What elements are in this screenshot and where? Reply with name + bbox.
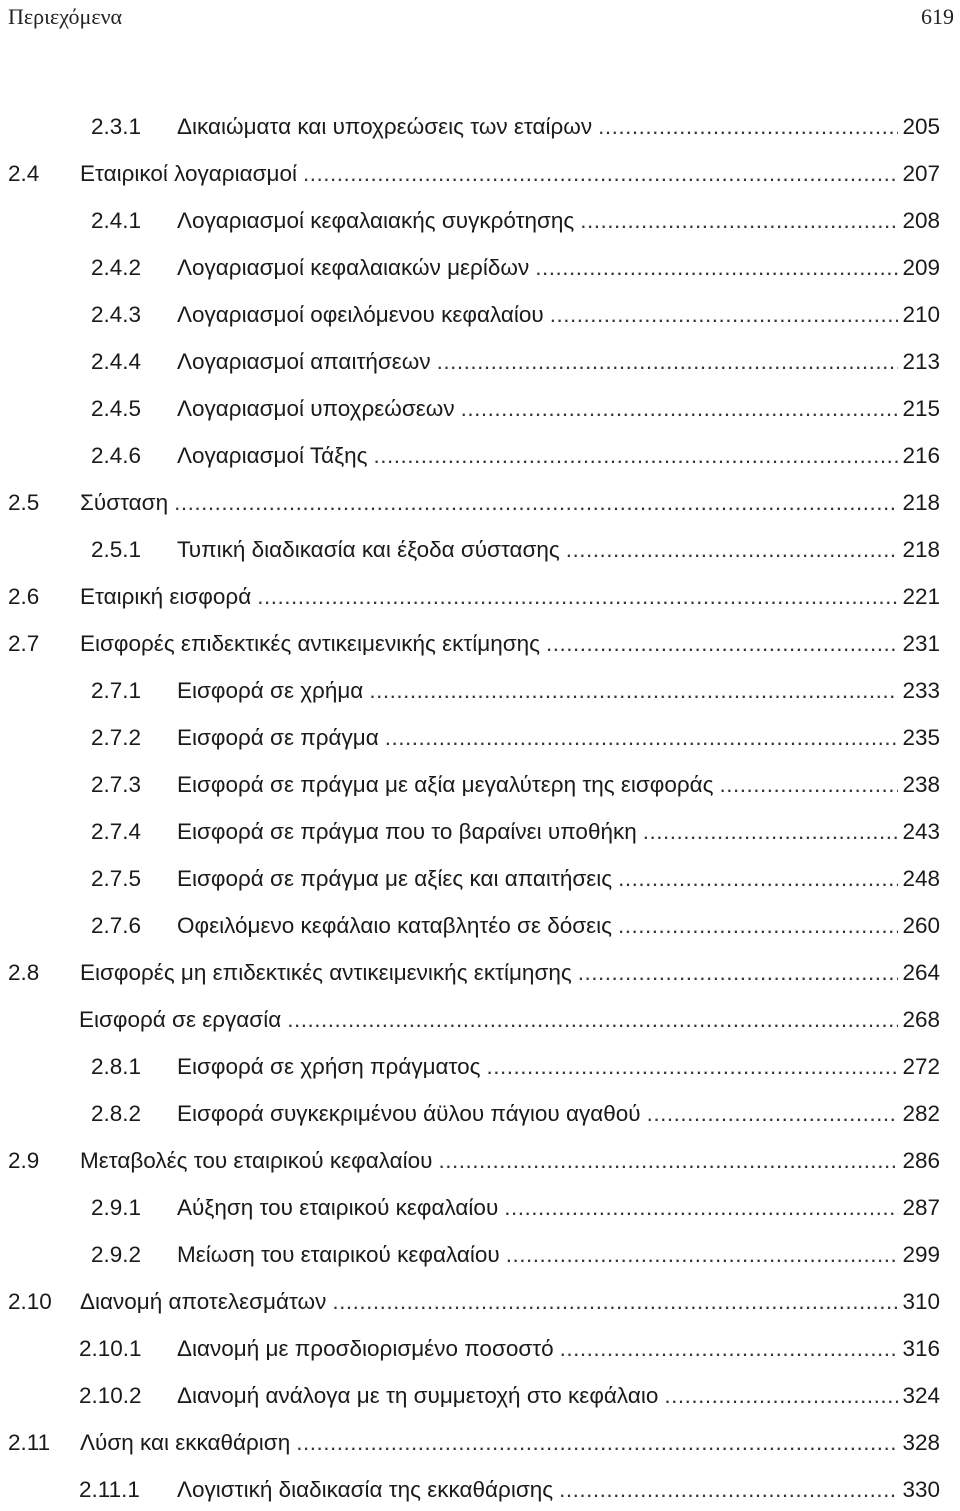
- entry-title: Εισφορά σε πράγμα που το βαραίνει υποθήκη: [177, 819, 637, 844]
- toc-entry[interactable]: [8, 1430, 940, 1464]
- entry-number: 2.7.5: [91, 866, 142, 891]
- entry-title: Εισφορά σε πράγμα: [177, 725, 379, 750]
- entry-title: Λογιστική διαδικασία της εκκαθάρισης: [177, 1477, 554, 1502]
- toc-entry[interactable]: [91, 913, 940, 947]
- toc-entry[interactable]: [79, 1477, 940, 1511]
- dot-leader: [374, 443, 899, 469]
- toc-entry[interactable]: [91, 208, 940, 242]
- toc-entry[interactable]: [91, 255, 940, 289]
- entry-title: Οφειλόμενο κεφάλαιο καταβλητέο σε δόσεις: [177, 913, 613, 938]
- dot-leader: [385, 725, 899, 751]
- entry-number: 2.4: [8, 161, 40, 186]
- entry-number: 2.11.1: [79, 1477, 140, 1502]
- toc-entry[interactable]: [91, 302, 940, 336]
- toc-entry[interactable]: [8, 161, 940, 195]
- entry-page: 299: [902, 1242, 940, 1267]
- entry-page: 216: [902, 443, 940, 468]
- dot-leader: [647, 1101, 899, 1127]
- entry-page: 243: [902, 819, 940, 844]
- entry-page: 207: [902, 161, 940, 186]
- toc-entry[interactable]: [91, 396, 940, 430]
- dot-leader: [598, 114, 898, 140]
- dot-leader: [578, 960, 899, 986]
- entry-page: 248: [902, 866, 940, 891]
- entry-title: Μείωση του εταιρικού κεφαλαίου: [177, 1242, 500, 1267]
- entry-page: 316: [902, 1336, 940, 1361]
- entry-title: Λογαριασμοί οφειλόμενου κεφαλαίου: [177, 302, 544, 327]
- toc-entry[interactable]: [91, 772, 940, 806]
- toc-entry[interactable]: [8, 1289, 940, 1323]
- toc-entry[interactable]: [91, 725, 940, 759]
- entry-page: 218: [902, 490, 940, 515]
- dot-leader: [257, 584, 898, 610]
- entry-page: 210: [902, 302, 940, 327]
- toc-entry[interactable]: [91, 819, 940, 853]
- toc-entry[interactable]: [79, 1383, 940, 1417]
- entry-title: Εισφορές μη επιδεκτικές αντικειμενικής εκτίμησης: [80, 960, 572, 985]
- toc-entry[interactable]: [8, 490, 940, 524]
- toc-entry[interactable]: [91, 678, 940, 712]
- dot-leader: [546, 631, 898, 657]
- entry-title: Διανομή με προσδιορισμένο ποσοστό: [177, 1336, 554, 1361]
- entry-page: 218: [902, 537, 940, 562]
- toc-entry[interactable]: [91, 443, 940, 477]
- entry-number: 2.7.6: [91, 913, 142, 938]
- entry-number: 2.8: [8, 960, 40, 985]
- toc-entry[interactable]: [91, 537, 940, 571]
- entry-page: 205: [902, 114, 940, 139]
- dot-leader: [535, 255, 898, 281]
- entry-title: Διανομή ανάλογα με τη συμμετοχή στο κεφάλαιο: [177, 1383, 659, 1408]
- entry-number: 2.9.2: [91, 1242, 142, 1267]
- entry-number: 2.4.3: [91, 302, 142, 327]
- dot-leader: [550, 302, 899, 328]
- entry-number: 2.4.1: [91, 208, 142, 233]
- dot-leader: [369, 678, 898, 704]
- dot-leader: [504, 1195, 898, 1221]
- toc-entry[interactable]: [91, 349, 940, 383]
- entry-number: 2.8.1: [91, 1054, 142, 1079]
- entry-title: Λογαριασμοί κεφαλαιακών μερίδων: [177, 255, 530, 280]
- entry-title: Σύσταση: [80, 490, 169, 515]
- entry-number: 2.8.2: [91, 1101, 142, 1126]
- entry-number: 2.7.2: [91, 725, 142, 750]
- toc-entry[interactable]: [91, 114, 940, 148]
- page-header: [0, 0, 960, 36]
- dot-leader: [618, 913, 898, 939]
- entry-page: 324: [902, 1383, 940, 1408]
- toc-entry[interactable]: [79, 1007, 940, 1041]
- entry-number: 2.7: [8, 631, 40, 656]
- toc-entry[interactable]: [8, 1148, 940, 1182]
- entry-page: 282: [902, 1101, 940, 1126]
- entry-title: Λογαριασμοί υποχρεώσεων: [177, 396, 455, 421]
- dot-leader: [303, 161, 898, 187]
- entry-page: 268: [902, 1007, 940, 1032]
- toc-entry[interactable]: [91, 1242, 940, 1276]
- entry-page: 238: [902, 772, 940, 797]
- entry-title: Λογαριασμοί απαιτήσεων: [177, 349, 431, 374]
- entry-title: Τυπική διαδικασία και έξοδα σύστασης: [177, 537, 560, 562]
- entry-title: Διανομή αποτελεσμάτων: [80, 1289, 327, 1314]
- entry-title: Εισφορά σε χρήμα: [177, 678, 364, 703]
- dot-leader: [486, 1054, 898, 1080]
- entry-number: 2.4.4: [91, 349, 142, 374]
- entry-page: 260: [902, 913, 940, 938]
- entry-number: 2.7.1: [91, 678, 142, 703]
- dot-leader: [720, 772, 899, 798]
- dot-leader: [438, 1148, 898, 1174]
- entry-number: 2.4.2: [91, 255, 142, 280]
- toc-entry[interactable]: [91, 866, 940, 900]
- dot-leader: [287, 1007, 898, 1033]
- entry-title: Αύξηση του εταιρικού κεφαλαίου: [177, 1195, 499, 1220]
- entry-page: 235: [902, 725, 940, 750]
- dot-leader: [643, 819, 899, 845]
- entry-page: 272: [902, 1054, 940, 1079]
- toc-entry[interactable]: [8, 631, 940, 665]
- entry-page: 208: [902, 208, 940, 233]
- running-title: Περιεχόμενα: [8, 4, 123, 29]
- entry-title: Δικαιώματα και υποχρεώσεις των εταίρων: [177, 114, 593, 139]
- entry-number: 2.10: [8, 1289, 52, 1314]
- dot-leader: [296, 1430, 898, 1456]
- dot-leader: [560, 1336, 899, 1362]
- toc-entry[interactable]: [79, 1336, 940, 1370]
- dot-leader: [332, 1289, 898, 1315]
- dot-leader: [461, 396, 899, 422]
- entry-page: 310: [902, 1289, 940, 1314]
- entry-number: 2.11: [8, 1430, 51, 1455]
- entry-title: Λογαριασμοί Τάξης: [177, 443, 368, 468]
- entry-number: 2.4.5: [91, 396, 142, 421]
- entry-title: Εισφορά σε εργασία: [79, 1007, 282, 1032]
- entry-number: 2.9.1: [91, 1195, 142, 1220]
- entry-page: 233: [902, 678, 940, 703]
- entry-title: Εταιρικοί λογαριασμοί: [80, 161, 297, 186]
- entry-page: 221: [902, 584, 940, 609]
- toc-entry[interactable]: [91, 1101, 940, 1135]
- toc-entry[interactable]: [8, 960, 940, 994]
- dot-leader: [437, 349, 899, 375]
- entry-title: Εισφορά σε πράγμα με αξίες και απαιτήσεις: [177, 866, 613, 891]
- entry-number: 2.7.3: [91, 772, 142, 797]
- dot-leader: [580, 208, 898, 234]
- entry-title: Εισφορά σε πράγμα με αξία μεγαλύτερη της εισφοράς: [177, 772, 714, 797]
- entry-number: 2.10.1: [79, 1336, 142, 1361]
- entry-title: Εισφορά σε χρήση πράγματος: [177, 1054, 481, 1079]
- page-number: 619: [921, 4, 954, 29]
- entry-title: Εισφορά συγκεκριμένου άϋλου πάγιου αγαθού: [177, 1101, 641, 1126]
- entry-page: 213: [902, 349, 940, 374]
- entry-title: Μεταβολές του εταιρικού κεφαλαίου: [80, 1148, 433, 1173]
- toc-entry[interactable]: [8, 584, 940, 618]
- entry-page: 286: [902, 1148, 940, 1173]
- entry-title: Λογαριασμοί κεφαλαιακής συγκρότησης: [177, 208, 575, 233]
- dot-leader: [506, 1242, 899, 1268]
- entry-number: 2.9: [8, 1148, 40, 1173]
- dot-leader: [566, 537, 899, 563]
- entry-page: 328: [902, 1430, 940, 1455]
- dot-leader: [664, 1383, 898, 1409]
- entry-page: 330: [902, 1477, 940, 1502]
- entry-page: 209: [902, 255, 940, 280]
- entry-page: 264: [902, 960, 940, 985]
- toc-entry[interactable]: [91, 1195, 940, 1229]
- entry-number: 2.5: [8, 490, 40, 515]
- entry-number: 2.10.2: [79, 1383, 142, 1408]
- entry-title: Λύση και εκκαθάριση: [80, 1430, 291, 1455]
- entry-number: 2.4.6: [91, 443, 142, 468]
- entry-title: Εισφορές επιδεκτικές αντικειμενικής εκτίμησης: [80, 631, 540, 656]
- dot-leader: [174, 490, 898, 516]
- entry-page: 287: [902, 1195, 940, 1220]
- entry-number: 2.6: [8, 584, 40, 609]
- entry-number: 2.7.4: [91, 819, 142, 844]
- entry-title: Εταιρική εισφορά: [80, 584, 252, 609]
- toc-entry[interactable]: [91, 1054, 940, 1088]
- entry-page: 215: [902, 396, 940, 421]
- entry-number: 2.3.1: [91, 114, 142, 139]
- dot-leader: [618, 866, 898, 892]
- entry-number: 2.5.1: [91, 537, 142, 562]
- entry-page: 231: [902, 631, 940, 656]
- dot-leader: [559, 1477, 898, 1503]
